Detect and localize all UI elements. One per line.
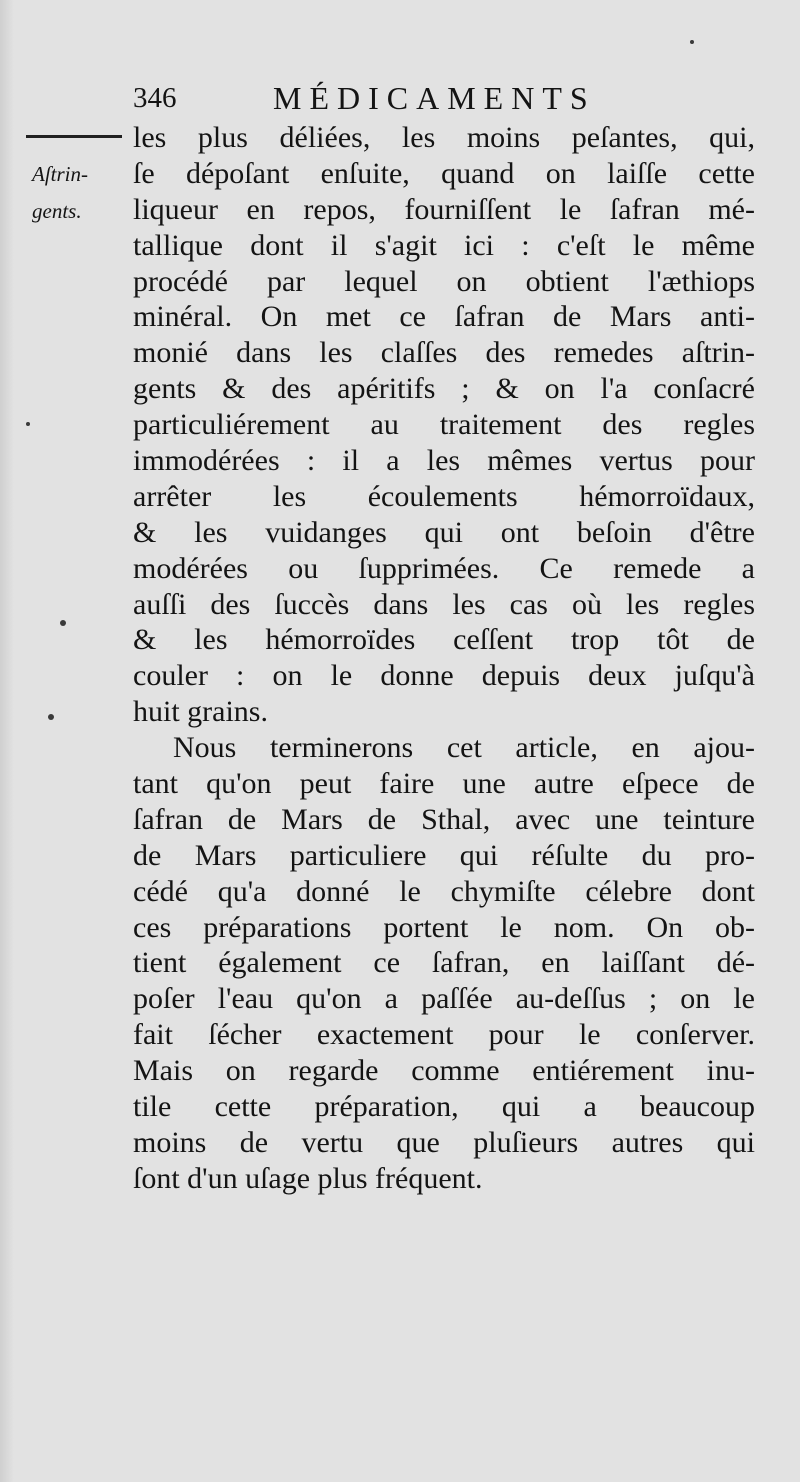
text-line: couler : on le donne depuis deux juſqu'à (133, 659, 755, 693)
paper-speck (26, 422, 30, 426)
text-line: procédé par lequel on obtient l'æthiops (133, 264, 755, 298)
text-line: & les vuidanges qui ont beſoin d'être (133, 515, 755, 549)
text-line: de Mars particuliere qui réſulte du pro- (133, 838, 755, 872)
text-line: particuliérement au traitement des regles (133, 408, 755, 442)
text-line: auſſi des ſuccès dans les cas où les regles (133, 587, 755, 621)
paragraph-start-line: Nous terminerons cet article, en ajou- (173, 731, 755, 765)
text-line: ſafran de Mars de Sthal, avec une teinture (133, 802, 755, 836)
text-line: gents & des apéritifs ; & on l'a conſacré (133, 372, 755, 406)
text-line: poſer l'eau qu'on a paſſée au-deſſus ; on le (133, 982, 755, 1016)
text-line: monié dans les claſſes des remedes aſtrin- (133, 336, 755, 370)
text-line: modérées ou ſupprimées. Ce remede a (133, 551, 755, 585)
text-line: liqueur en repos, fourniſſent le ſafran mé- (133, 192, 755, 226)
text-line: moins de vertu que pluſieurs autres qui (133, 1125, 755, 1159)
body-text (133, 120, 755, 1197)
margin-note: Aſtrin- gents. (32, 162, 88, 223)
text-line: minéral. On met ce ſafran de Mars anti- (133, 300, 755, 334)
text-line: tile cette préparation, qui a beaucoup (133, 1090, 755, 1124)
paper-speck (48, 714, 54, 720)
text-line: ſe dépoſant enſuite, quand on laiſſe cette (133, 156, 755, 190)
text-line: Mais on regarde comme entiérement inu- (133, 1054, 755, 1088)
text-line: immodérées : il a les mêmes vertus pour (133, 444, 755, 478)
text-line: cédé qu'a donné le chymiſte célebre dont (133, 874, 755, 908)
text-line: arrêter les écoulements hémorroïdaux, (133, 479, 755, 513)
page-header (133, 78, 753, 122)
text-line: les plus déliées, les moins peſantes, qui, (133, 121, 755, 154)
text-line: tallique dont il s'agit ici : c'eſt le même (133, 228, 755, 262)
paper-speck (690, 40, 694, 44)
text-line: & les hémorroïdes ceſſent trop tôt de (133, 623, 755, 657)
paragraph-end-line: huit grains. (133, 695, 268, 729)
text-line: ces préparations portent le nom. On ob- (133, 910, 755, 944)
margin-rule (26, 135, 122, 138)
text-line: tient également ce ſafran, en laiſſant dé- (133, 946, 755, 980)
page-number: 346 (133, 82, 177, 114)
gutter-shadow (0, 0, 14, 1482)
paper-speck (60, 620, 66, 626)
text-line: fait ſécher exactement pour le conſerver. (133, 1018, 755, 1052)
text-line: tant qu'on peut faire une autre eſpece de (133, 767, 755, 801)
paragraph-end-line: ſont d'un uſage plus fréquent. (133, 1161, 483, 1195)
running-title: MÉDICAMENTS (273, 80, 596, 116)
